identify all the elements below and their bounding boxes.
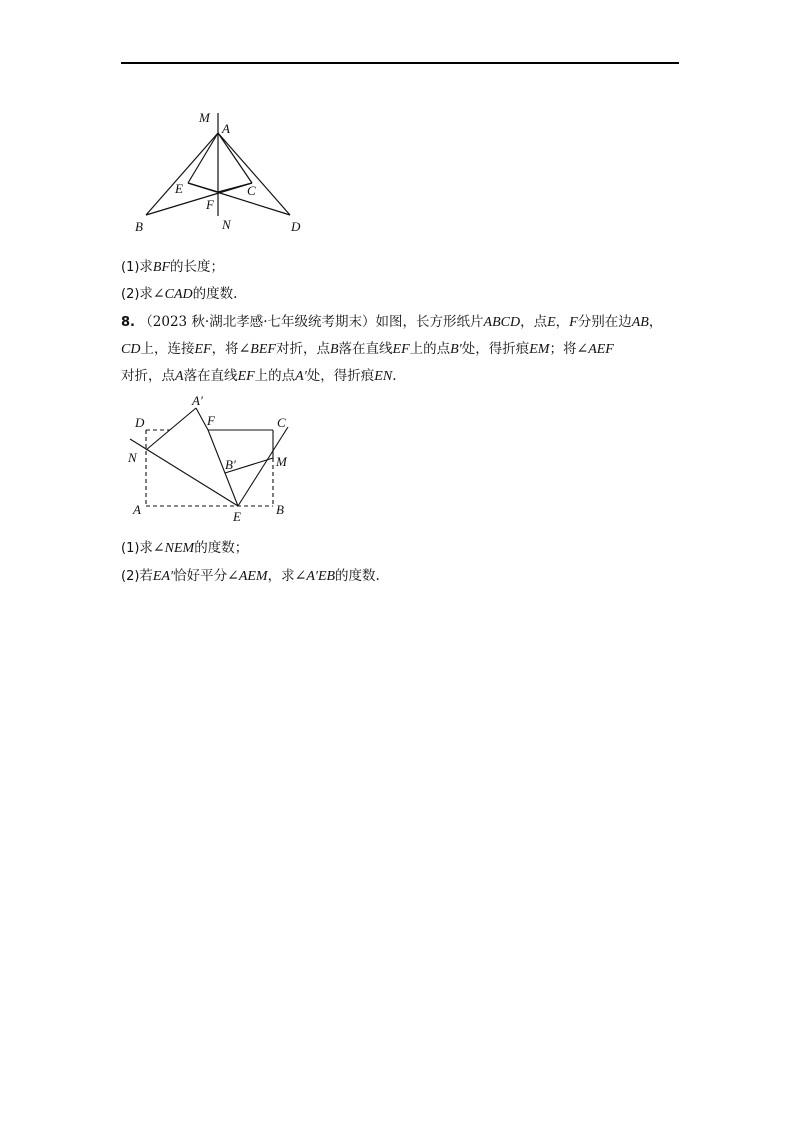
header-rule [121, 62, 679, 64]
q8-l2-t6: 处，得折痕 [461, 341, 530, 357]
label-e: E [175, 181, 183, 196]
q8-l2-m5: EF [392, 342, 410, 357]
q8-l2-m7: EM [529, 342, 550, 357]
q7-part2-text-b: 的度数. [192, 286, 238, 302]
label-d: D [291, 219, 301, 234]
label-a: A [222, 121, 230, 136]
q8-l3-t2: 落在直线 [183, 368, 238, 384]
q8-part2-number: (2) [121, 569, 140, 584]
q8-l1-t4: 分别在边 [577, 314, 632, 330]
q8-line3 [121, 366, 396, 387]
fig2-label-f: F [207, 413, 215, 428]
q8-l3-m4: EN [374, 369, 393, 384]
q8-part1-math: ∠NEM [152, 541, 195, 556]
q8-part2-t2: 恰好平分 [173, 568, 228, 584]
q7-part2-number: (2) [121, 287, 140, 302]
fig2-label-a-prime: A′ [192, 393, 203, 408]
segment-ad [218, 133, 290, 215]
q8-l1-t2: ，点 [520, 314, 548, 330]
fig2-label-d: D [135, 415, 145, 430]
q8-part2-t1: 若 [139, 568, 153, 584]
label-f: F [206, 197, 214, 212]
q8-l2-m1: CD [121, 342, 141, 357]
q8-l1-t5: ， [648, 314, 663, 330]
q8-l2-m2: EF [194, 342, 212, 357]
q8-l2-t3: 对折，点 [275, 341, 330, 357]
fig2-label-e: E [233, 509, 241, 524]
segment-ac [218, 133, 252, 183]
q8-part1 [121, 538, 248, 559]
q8-l1-m2: E [547, 315, 556, 330]
q8-l2-t7: ；将 [549, 341, 577, 357]
q8-l1-t1: 如图，长方形纸片 [375, 314, 484, 330]
segment-ef [188, 183, 218, 192]
q8-part2 [121, 566, 380, 587]
label-b: B [135, 219, 143, 234]
q8-l2-m6: B′ [450, 342, 462, 357]
q8-line2 [121, 339, 614, 360]
q8-part2-m1: EA′ [152, 569, 174, 584]
q8-source: （2023 秋·湖北孝感·七年级统考期末） [139, 314, 376, 330]
q8-line1 [121, 312, 662, 333]
q8-l3-t4: 处，得折痕 [306, 368, 375, 384]
fig2-label-b-prime: B′ [225, 457, 236, 472]
q8-l3-t3: 上的点 [254, 368, 296, 384]
label-c: C [247, 183, 256, 198]
q8-l2-m8: ∠AEF [576, 342, 614, 357]
label-n: N [222, 217, 231, 232]
q8-l3-m2: EF [237, 369, 255, 384]
q8-l2-t2: ，将 [211, 341, 239, 357]
q8-part2-t3: ，求 [267, 568, 295, 584]
q8-l3-t1: 对折，点 [121, 368, 175, 384]
q8-part2-m2: ∠AEM [227, 569, 268, 584]
q7-part1 [121, 257, 224, 278]
figure-folded-rectangle [120, 390, 305, 525]
q8-l2-t1: 上，连接 [140, 341, 195, 357]
q8-l2-t4: 落在直线 [338, 341, 393, 357]
q8-l3-t5: . [392, 368, 397, 384]
fig2-label-c: C [277, 415, 286, 430]
figure-triangles [130, 105, 310, 240]
figure-folded-rectangle-svg [120, 390, 305, 525]
q8-l1-t3: ， [555, 314, 570, 330]
fig2-label-m: M [276, 454, 287, 469]
q8-part1-text-a: 求 [139, 540, 153, 556]
q8-l1-m3: F [569, 315, 578, 330]
label-m: M [199, 110, 210, 125]
q8-part1-number: (1) [121, 541, 140, 556]
q8-l2-t5: 上的点 [409, 341, 451, 357]
q8-number: 8. [121, 315, 135, 330]
q8-l2-m4: B [329, 342, 339, 357]
fig2-label-b: B [276, 502, 284, 517]
q7-part2-text-a: 求 [139, 286, 153, 302]
figure-triangles-svg [130, 105, 310, 240]
q7-part1-text-a: 求 [139, 259, 153, 275]
segment-n-a-prime [146, 408, 196, 450]
fig2-label-a: A [133, 502, 141, 517]
q8-part2-m3: ∠A′EB [294, 569, 336, 584]
q8-l3-m1: A [175, 369, 184, 384]
q7-part2 [121, 284, 237, 305]
q7-part1-math: BF [152, 260, 171, 275]
q7-part2-math: ∠CAD [152, 287, 193, 302]
q8-part1-text-b: 的度数； [194, 540, 249, 556]
q8-l1-m1: ABCD [483, 315, 521, 330]
q8-l2-m3: ∠BEF [238, 342, 276, 357]
segment-ae [188, 133, 218, 183]
q8-l1-m4: AB [631, 315, 649, 330]
fig2-label-n: N [128, 450, 137, 465]
q8-part2-t4: 的度数. [335, 568, 380, 584]
q7-part1-number: (1) [121, 260, 140, 275]
q7-part1-text-b: 的长度； [170, 259, 225, 275]
q8-l3-m3: A′ [295, 369, 307, 384]
